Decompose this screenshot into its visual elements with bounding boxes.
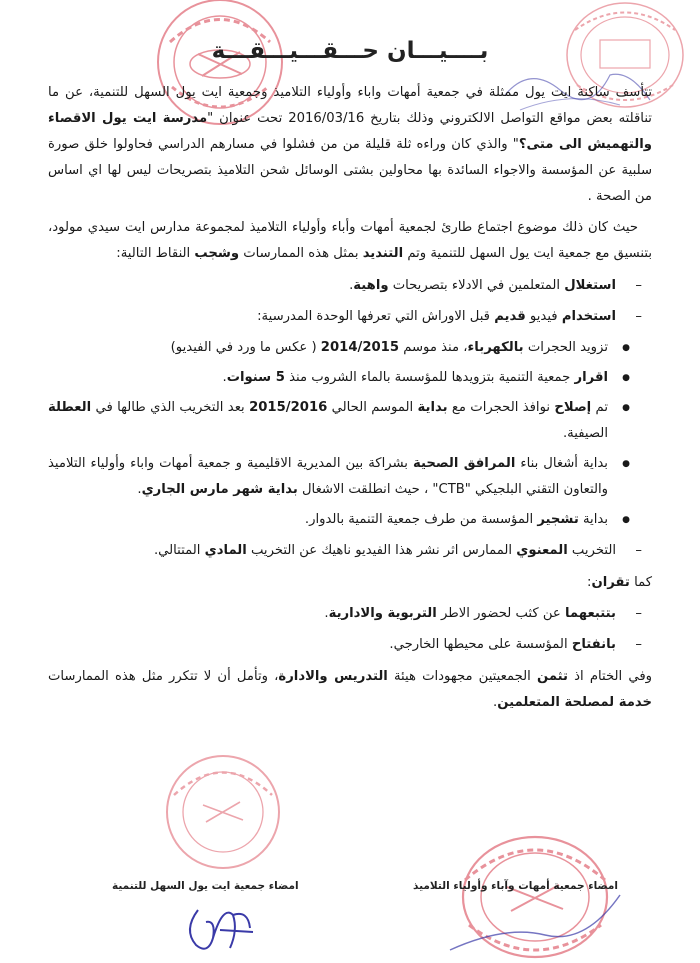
handwritten-signature-left (178, 900, 258, 960)
bullet-item: ● اقرار جمعية التنمية بتزويدها للمؤسسة بالماء الشروب منذ 5 سنوات. (48, 365, 652, 391)
document-title: بــــيـــان حـــقـــيـــقـــة (211, 38, 489, 64)
closing-paragraph: وفي الختام اذ تثمن الجمعيتين مجهودات هيئة التدريس والادارة، وتأمل أن لا تتكرر مثل هذه الممارسات خدمة لمصلحة المتعلمين. (48, 669, 652, 710)
bullet-item: ● بداية أشغال بناء المرافق الصحية بشراكة بين المديرية الاقليمية و جمعية أمهات واباء وأولياء التلاميذ والتعاون التقني البلجيكي "CTB" ، حيث انطلقت الاشغال بداية شهر مارس الجاري. (48, 451, 652, 503)
signature-label-parents-association: امضاء جمعية أمهات وآباء وأولياء التلاميذ (413, 880, 618, 892)
list-item: – بتتبعهما عن كثب لحضور الاطر التربوية والادارية. (48, 601, 652, 627)
meeting-paragraph: حيث كان ذلك موضوع اجتماع طارئ لجمعية أمهات وأباء وأولياء التلاميذ لمجموعة مدارس ايت سيدي مولود، بتنسيق مع جمعية ايت يول السهل للتنمية وتم التنديد بمثل هذه الممارسات وشجب النقاط التالية: (48, 220, 652, 261)
signature-label-development-association: امضاء جمعية ايت يول السهل للتنمية (112, 880, 299, 892)
bullet-item: ● تم إصلاح نوافذ الحجرات مع بداية الموسم الحالي 2015/2016 بعد التخريب الذي طالها في العطلة الصيفية. (48, 395, 652, 447)
list-item: – استغلال المتعلمين في الادلاء بتصريحات واهية. (48, 273, 652, 299)
also-heading: كما تقران: (586, 575, 652, 590)
list-item: – استخدام فيديو قديم قبل الاوراش التي تعرفها الوحدة المدرسية: (48, 304, 652, 330)
bullet-item: ● تزويد الحجرات بالكهرباء، منذ موسم 2014/2015 ( عكس ما ورد في الفيديو) (48, 335, 652, 361)
association-stamp-bottom-right (445, 825, 625, 963)
list-item: – بانفتاح المؤسسة على محيطها الخارجي. (48, 632, 652, 658)
document-body (48, 80, 652, 716)
association-stamp-bottom-left (158, 750, 288, 875)
bullet-item: ● بداية تشجير المؤسسة من طرف جمعية التنمية بالدوار. (48, 507, 652, 533)
intro-paragraph: تتأسف ساكنة ايت يول ممثلة في جمعية أمهات واباء وأولياء التلاميذ وجمعية ايت يول السهل للتنمية، عن ما تناقلته بعض مواقع التواصل الالكتروني وذلك بتاريخ 2016/03/16 تحت عنوان "مدرسة ايت يول الاقصاء والتهميش الى متى؟" والذي كان وراءه ثلة قليلة من من فشلوا في مسارهم الدراسي فحاولوا خلق صورة سلبية عن المؤسسة والاجواء السائدة بها محاولين بشتى الوسائل شحن التلاميذ بتصريحات ليس لها اي اساس من الصحة . (48, 85, 652, 204)
quoted-article-title: مدرسة ايت يول الاقصاء والتهميش الى متى؟ (48, 111, 652, 152)
list-item: – التخريب المعنوي الممارس اثر نشر هذا الفيديو ناهيك عن التخريب المادي المتتالي. (48, 538, 652, 564)
